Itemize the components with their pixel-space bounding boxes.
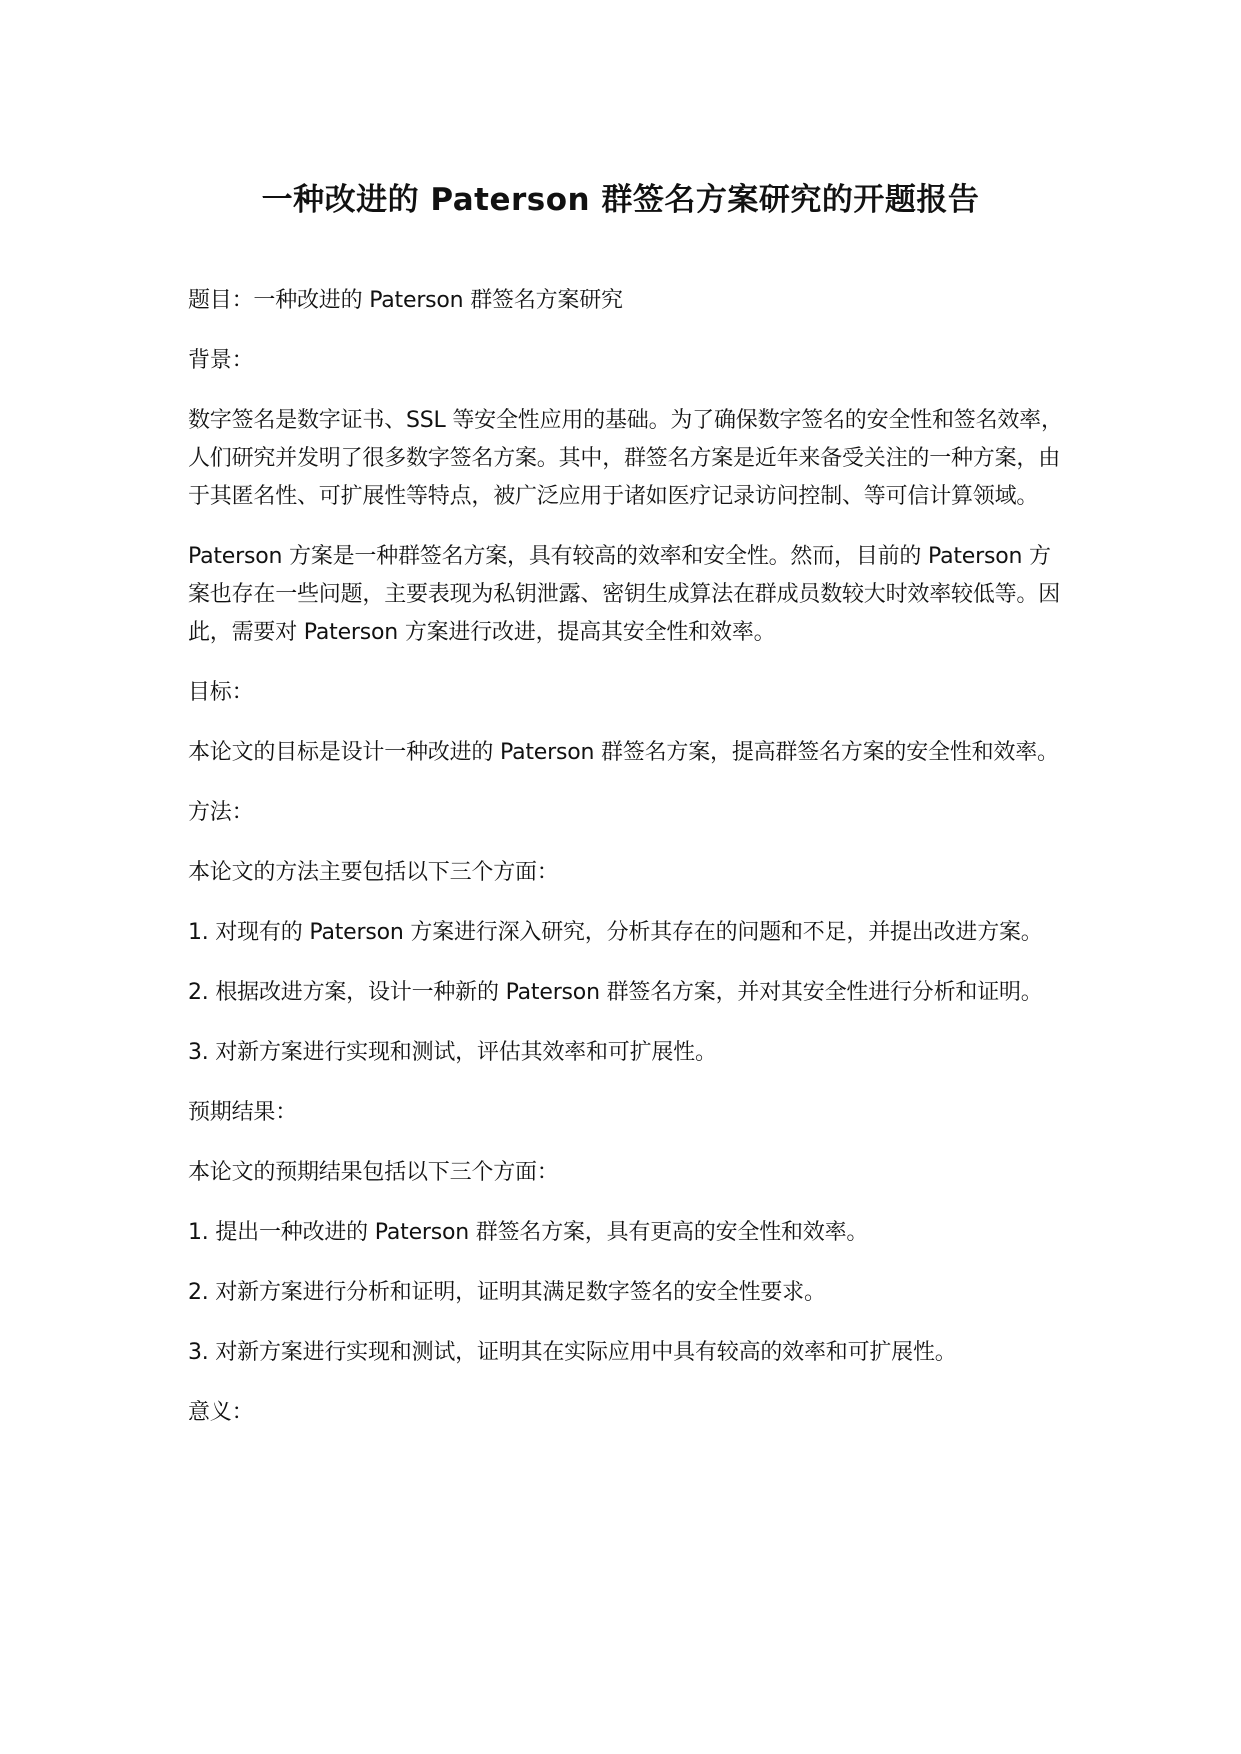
section-heading-method: 方法： <box>188 800 254 825</box>
method-item-2: 2. 根据改进方案，设计一种新的 Paterson 群签名方案，并对其安全性进行分析和证明。 <box>188 980 1043 1005</box>
section-heading-significance: 意义： <box>188 1400 254 1425</box>
topic-line: 题目：一种改进的 Paterson 群签名方案研究 <box>188 288 623 313</box>
section-heading-goal: 目标： <box>188 680 254 705</box>
background-paragraph-2: Paterson 方案是一种群签名方案，具有较高的效率和安全性。然而，目前的 Paterson 方案也存在一些问题，主要表现为私钥泄露、密钥生成算法在群成员数较大时效率较低等。因此，需要对 Paterson 方案进行改进，提高其安全性和效率。 <box>188 544 1061 645</box>
expected-result-item-2: 2. 对新方案进行分析和证明，证明其满足数字签名的安全性要求。 <box>188 1280 826 1305</box>
document-body <box>188 282 1068 1454</box>
section-heading-background: 背景： <box>188 348 254 373</box>
goal-paragraph: 本论文的目标是设计一种改进的 Paterson 群签名方案，提高群签名方案的安全性和效率。 <box>188 740 1059 765</box>
method-item-3: 3. 对新方案进行实现和测试，评估其效率和可扩展性。 <box>188 1040 717 1065</box>
expected-result-item-3: 3. 对新方案进行实现和测试，证明其在实际应用中具有较高的效率和可扩展性。 <box>188 1340 957 1365</box>
document-title: 一种改进的 Paterson 群签名方案研究的开题报告 <box>261 182 980 218</box>
background-paragraph-1: 数字签名是数字证书、SSL 等安全性应用的基础。为了确保数字签名的安全性和签名效率，人们研究并发明了很多数字签名方案。其中，群签名方案是近年来备受关注的一种方案，由于其匿名性、可扩展性等特点，被广泛应用于诸如医疗记录访问控制、等可信计算领域。 <box>188 408 1063 509</box>
expected-results-intro: 本论文的预期结果包括以下三个方面： <box>188 1160 559 1185</box>
method-intro: 本论文的方法主要包括以下三个方面： <box>188 860 559 885</box>
expected-result-item-1: 1. 提出一种改进的 Paterson 群签名方案，具有更高的安全性和效率。 <box>188 1220 869 1245</box>
section-heading-expected-results: 预期结果： <box>188 1100 298 1125</box>
method-item-1: 1. 对现有的 Paterson 方案进行深入研究，分析其存在的问题和不足，并提出改进方案。 <box>188 920 1043 945</box>
